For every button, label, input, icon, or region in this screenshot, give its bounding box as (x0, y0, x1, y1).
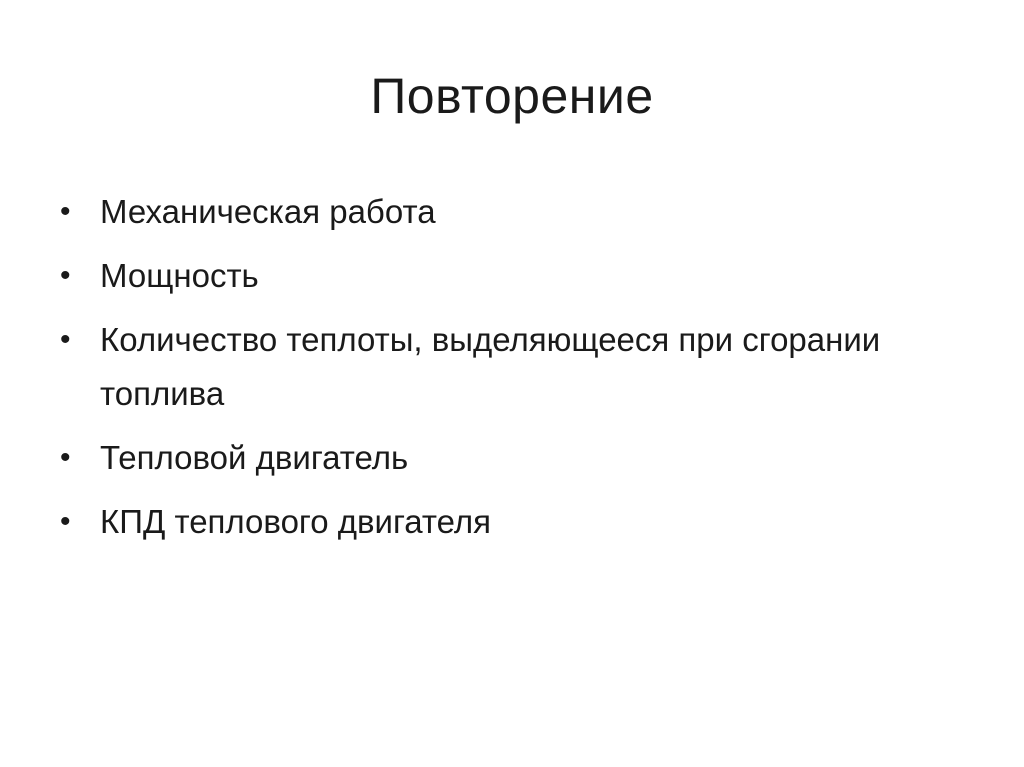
list-item-text: Количество теплоты, выделяющееся при сгорании топлива (100, 321, 881, 412)
list-item-text: Мощность (100, 257, 259, 294)
bullet-icon: • (60, 323, 71, 356)
list-item-text: КПД теплового двигателя (100, 503, 492, 540)
list-item-text: Тепловой двигатель (100, 439, 409, 476)
bullet-icon: • (60, 195, 71, 228)
slide-title: Повторение (370, 68, 654, 124)
list-item (58, 431, 958, 485)
bullet-list (58, 185, 958, 559)
bullet-icon: • (60, 505, 71, 538)
list-item (58, 249, 958, 303)
list-item (58, 185, 958, 239)
list-item (58, 313, 958, 421)
bullet-icon: • (60, 259, 71, 292)
bullet-icon: • (60, 441, 71, 474)
list-item (58, 495, 958, 549)
list-item-text: Механическая работа (100, 193, 436, 230)
